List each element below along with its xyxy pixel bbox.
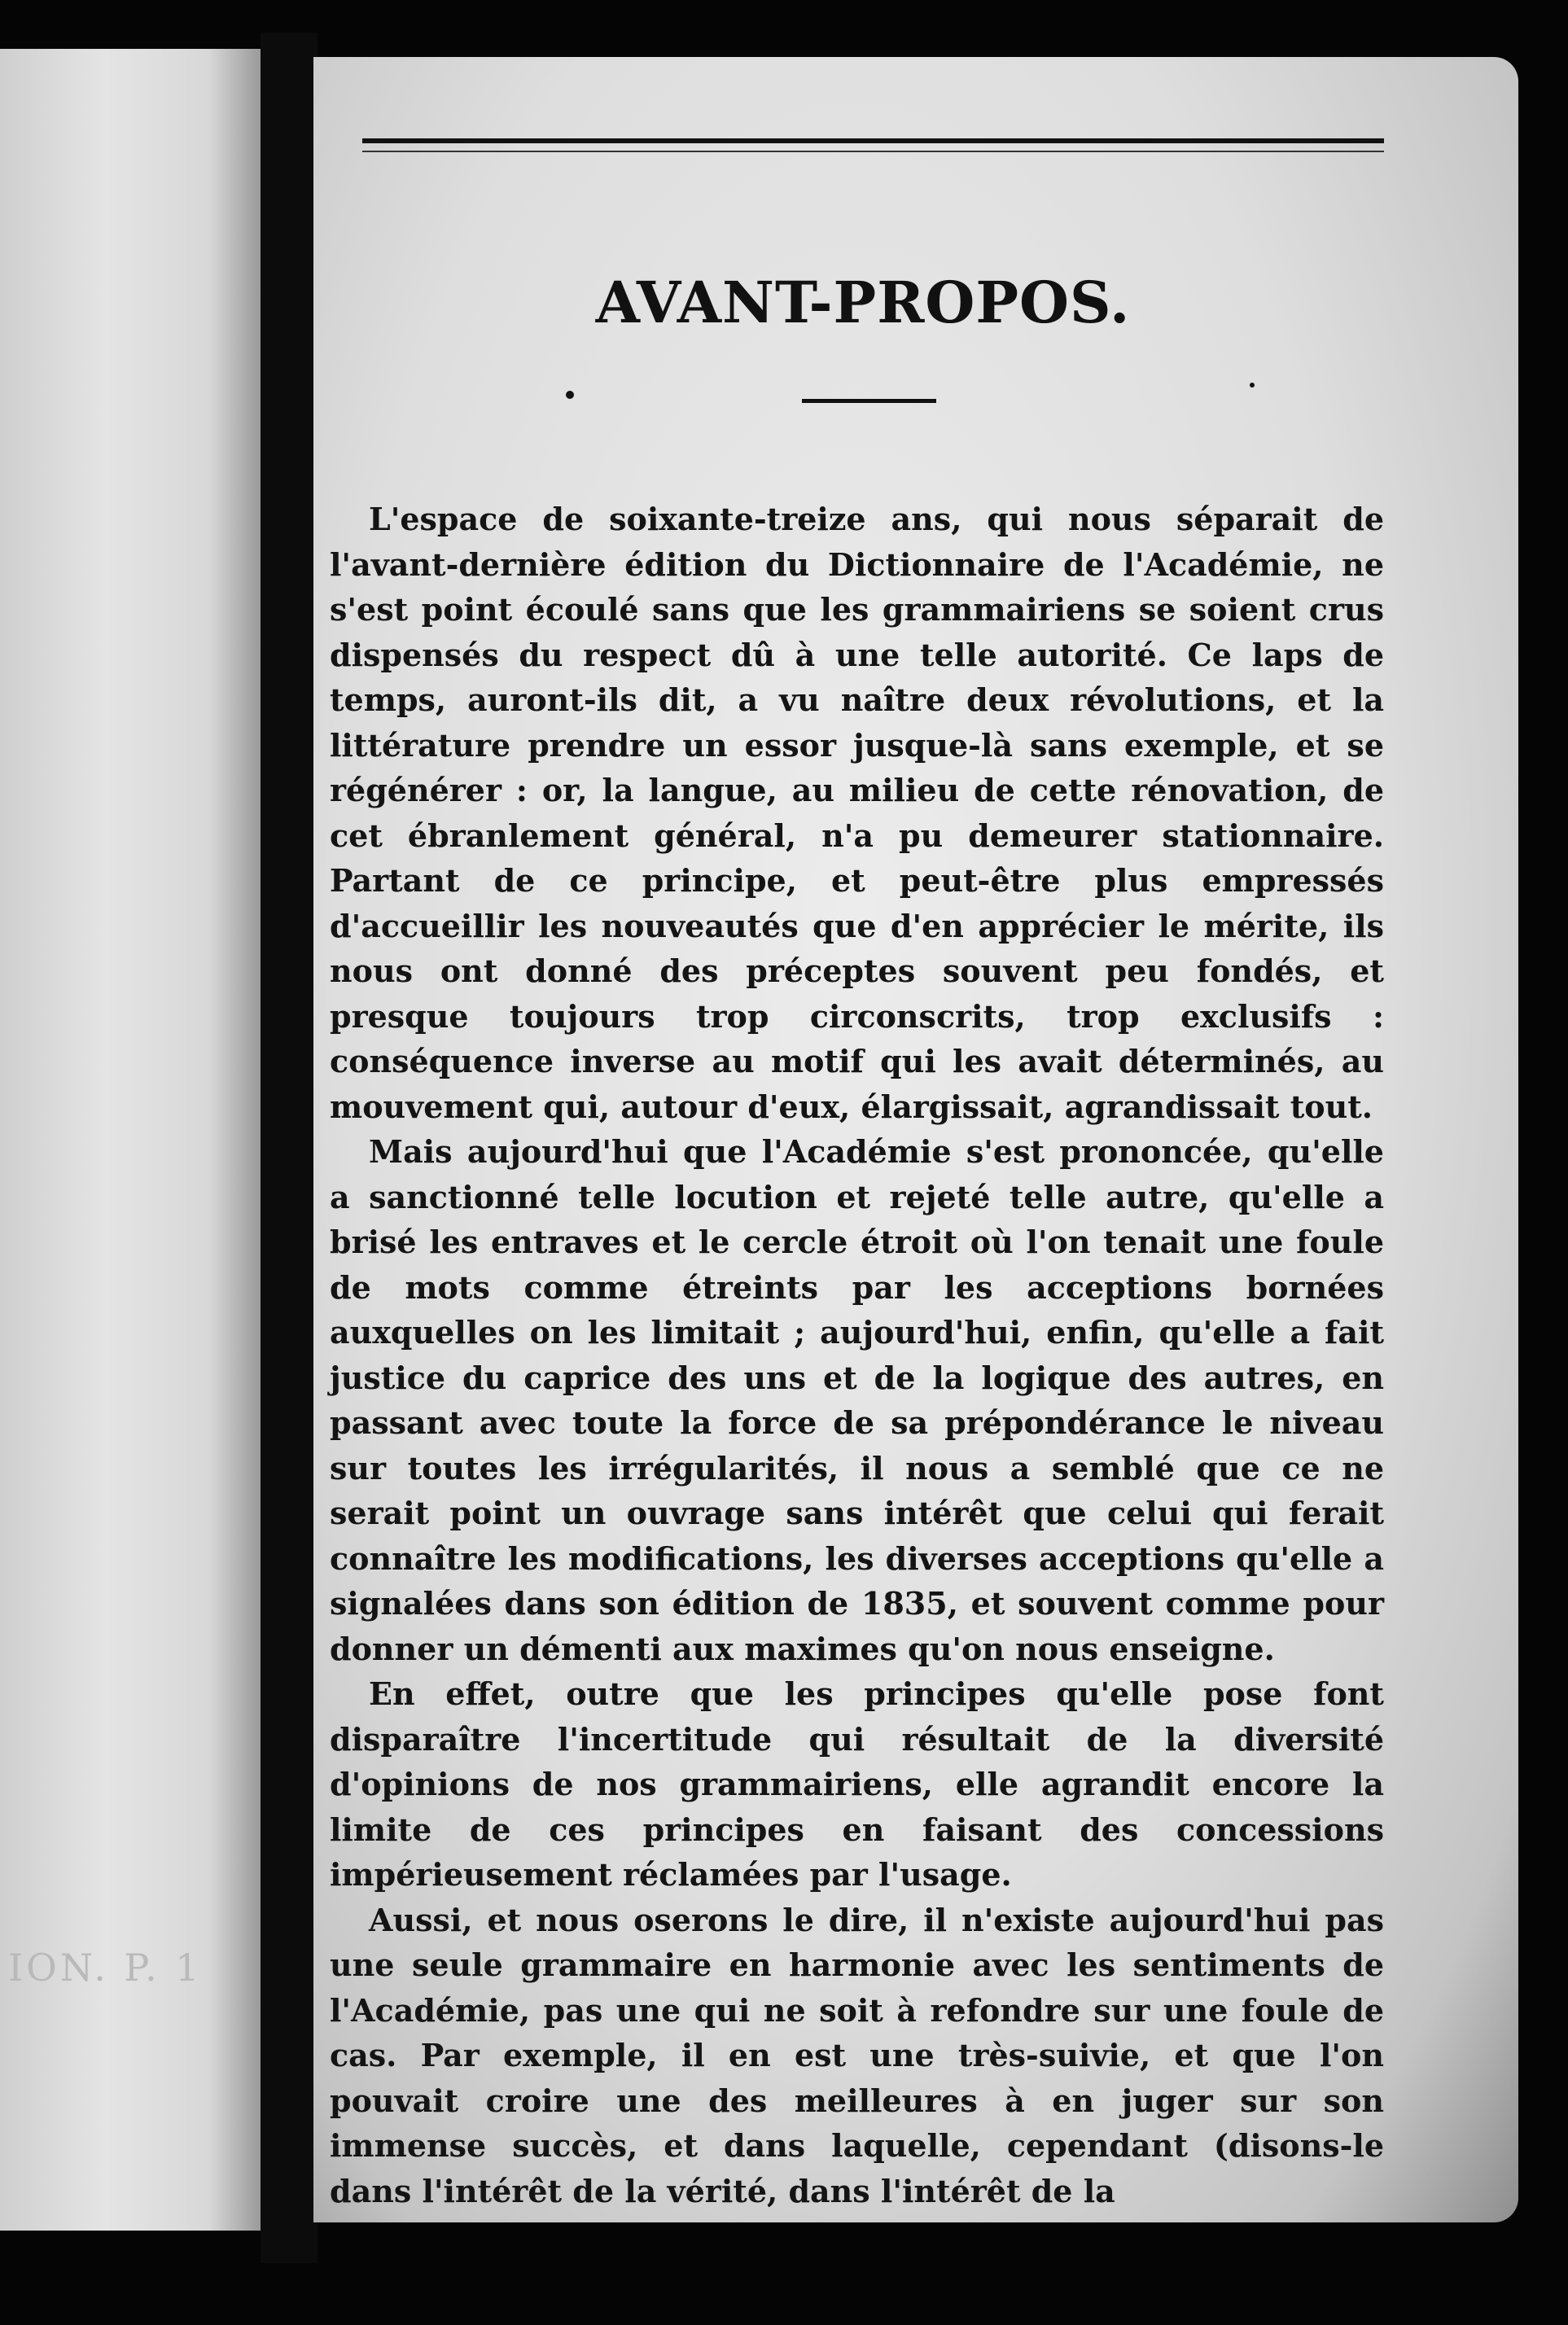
paragraph-3: En effet, outre que les principes qu'elle pose font disparaître l'incertitude qui résultait de la diversité d'opinions de nos grammairiens, elle agrandit encore la limite de ces principes en faisant des concessions impérieusement réclamées par l'usage. bbox=[330, 1675, 1384, 1893]
top-rule-thin bbox=[362, 151, 1384, 152]
book-page bbox=[313, 57, 1518, 2222]
book-gutter bbox=[261, 33, 318, 2263]
left-facing-page bbox=[0, 49, 265, 2231]
ink-speck bbox=[1250, 383, 1255, 388]
paragraph-2: Mais aujourd'hui que l'Académie s'est prononcée, qu'elle a sanctionné telle locution et rejeté telle autre, qu'elle a brisé les entraves et le cercle étroit où l'on tenait une foule de mots comme étreints par les acceptions bornées auxquelles on les limitait ; aujourd'hui, enfin, qu'elle a fait justice du caprice des uns et de la logique des autres, en passant avec toute la force de sa prépondérance le niveau sur toutes les irrégularités, il nous a semblé que ce ne serait point un ouvrage sans intérêt que celui qui ferait connaître les modifications, les diverses acceptions qu'elle a signalées dans son édition de 1835, et souvent comme pour donner un démenti aux maximes qu'on nous enseigne. bbox=[330, 1133, 1384, 1667]
page-title: AVANT-PROPOS. bbox=[595, 269, 1131, 336]
ink-speck bbox=[566, 391, 574, 399]
left-page-bleed-text: ION. P. 1 bbox=[8, 1946, 203, 1990]
title-divider bbox=[802, 399, 936, 403]
body-text bbox=[330, 497, 1384, 2213]
paragraph-4: Aussi, et nous oserons le dire, il n'existe aujourd'hui pas une seule grammaire en harmonie avec les sentiments de l'Académie, pas une qui ne soit à refondre sur une foule de cas. Par exemple, il en est une très-suivie, et que l'on pouvait croire une des meilleures à en juger sur son immense succès, et dans laquelle, cependant (disons-le dans l'intérêt de la vérité, dans l'intérêt de la bbox=[330, 1901, 1384, 2209]
paragraph-1: L'espace de soixante-treize ans, qui nous séparait de l'avant-dernière édition du Dictionnaire de l'Académie, ne s'est point écoulé sans que les grammairiens se soient crus dispensés du respect dû à une telle autorité. Ce laps de temps, auront-ils dit, a vu naître deux révolutions, et la littérature prendre un essor jusque-là sans exemple, et se régénérer : or, la langue, au milieu de cette rénovation, de cet ébranlement général, n'a pu demeurer stationnaire. Partant de ce principe, et peut-être plus empressés d'accueillir les nouveautés que d'en apprécier le mérite, ils nous ont donné des préceptes souvent peu fondés, et presque toujours trop circonscrits, trop exclusifs : conséquence inverse au motif qui les avait déterminés, au mouvement qui, autour d'eux, élargissait, agrandissait tout. bbox=[330, 501, 1384, 1125]
top-rule bbox=[362, 138, 1384, 143]
